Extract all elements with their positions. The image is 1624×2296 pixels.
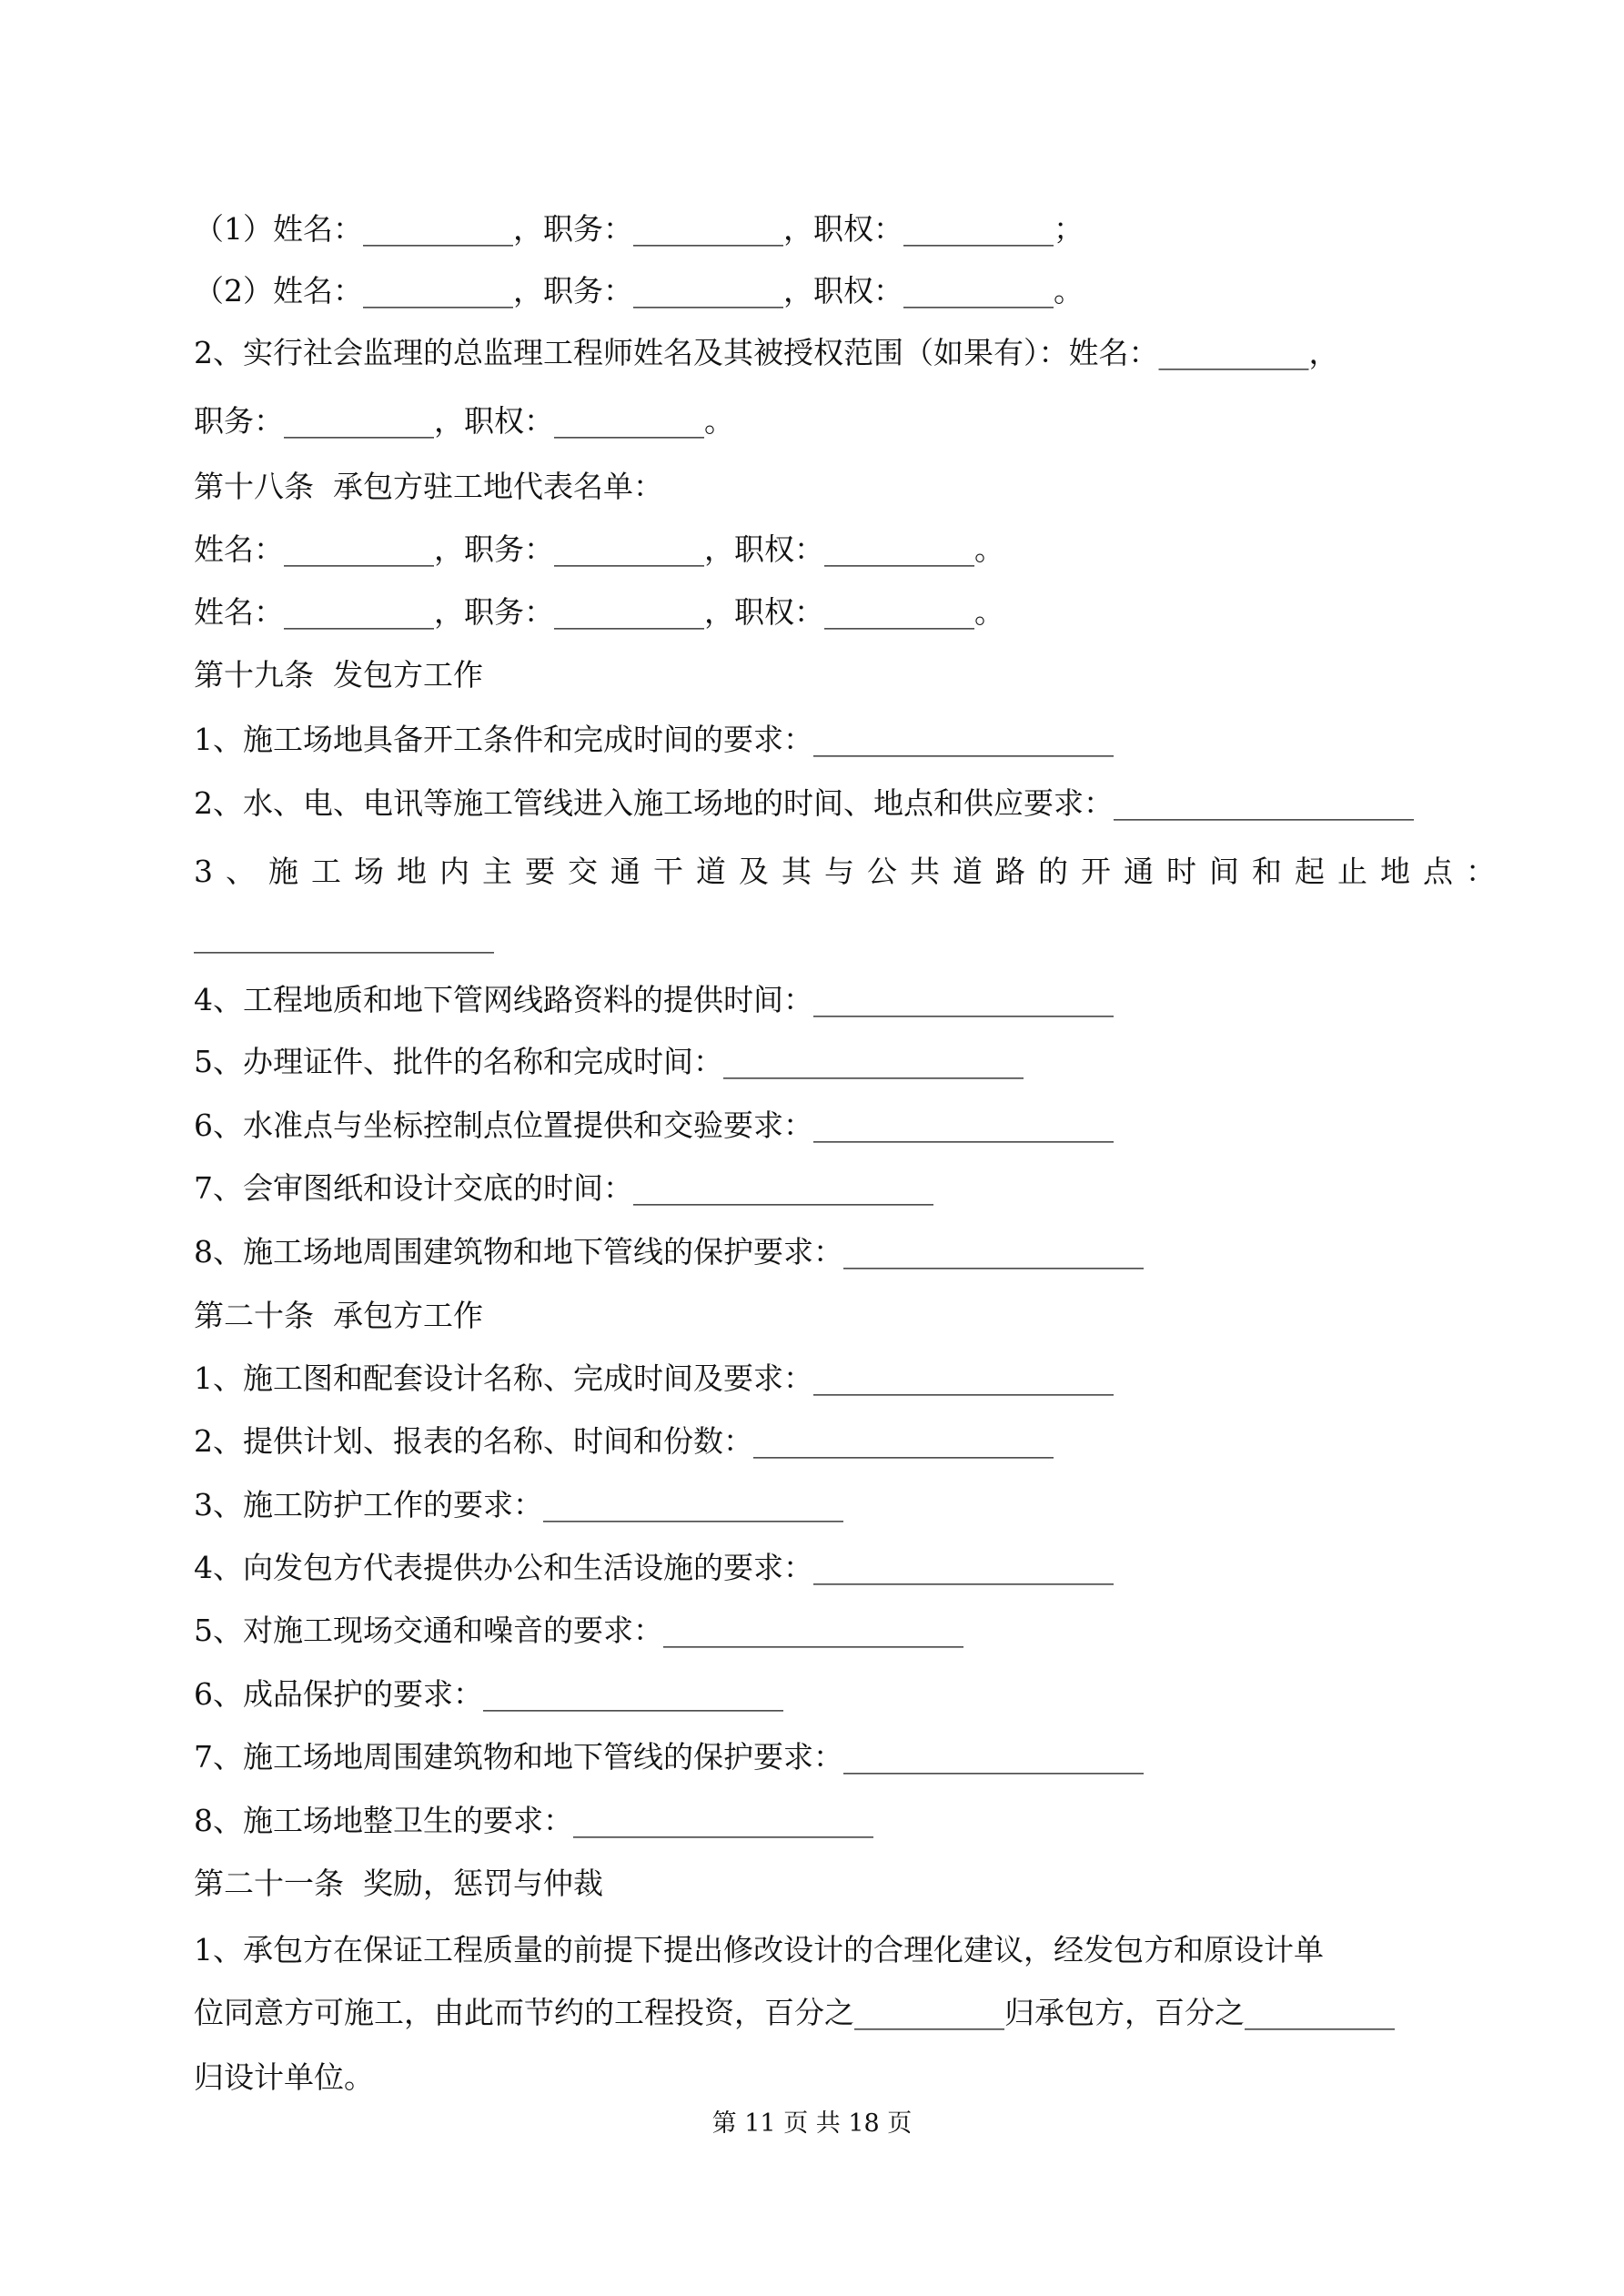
text-line: （1）姓名：__________，职务：__________，职权：__________； [194, 211, 1084, 247]
text-line: 1、施工图和配套设计名称、完成时间及要求：____________________ [194, 1360, 1114, 1396]
text-line: 8、施工场地整卫生的要求：____________________ [194, 1803, 873, 1838]
text-line: 姓名：__________，职务：__________，职权：__________。 [194, 594, 1004, 630]
text-line: 1、承包方在保证工程质量的前提下提出修改设计的合理化建议，经发包方和原设计单 [194, 1932, 1324, 1967]
text-line: 姓名：__________，职务：__________，职权：__________。 [194, 531, 1004, 567]
page-footer: 第 11 页 共 18 页 [711, 2109, 913, 2138]
section-heading: 第二十一条 奖励，惩罚与仲裁 [194, 1866, 603, 1901]
text-line: 5、对施工现场交通和噪音的要求：____________________ [194, 1613, 963, 1648]
text-line: 3、施工防护工作的要求：____________________ [194, 1487, 843, 1522]
text-line: 2、实行社会监理的总监理工程师姓名及其被授权范围（如果有）：姓名：__________， [194, 335, 1339, 370]
text-line: 位同意方可施工，由此而节约的工程投资，百分之__________归承包方，百分之__________ [194, 1995, 1395, 2030]
text-line: （2）姓名：__________，职务：__________，职权：__________。 [194, 273, 1084, 308]
text-line: 2、提供计划、报表的名称、时间和份数：____________________ [194, 1423, 1054, 1459]
text-line: 6、成品保护的要求：____________________ [194, 1676, 783, 1712]
text-line: 6、水准点与坐标控制点位置提供和交验要求：____________________ [194, 1108, 1114, 1143]
section-heading: 第十八条 承包方驻工地代表名单： [194, 469, 663, 504]
text-line: 1、施工场地具备开工条件和完成时间的要求：____________________ [194, 722, 1114, 757]
text-line: 4、工程地质和地下管网线路资料的提供时间：____________________ [194, 982, 1114, 1017]
text-line: 归设计单位。 [194, 2059, 374, 2095]
section-heading: 第二十条 承包方工作 [194, 1298, 483, 1333]
section-heading: 第十九条 发包方工作 [194, 657, 483, 693]
text-line: 7、施工场地周围建筑物和地下管线的保护要求：____________________ [194, 1739, 1144, 1775]
text-line: 3、施工场地内主要交通干道及其与公共道路的开通时间和起止地点： [194, 854, 1508, 889]
text-line: 5、办理证件、批件的名称和完成时间：____________________ [194, 1044, 1024, 1079]
text-line: 4、向发包方代表提供办公和生活设施的要求：____________________ [194, 1550, 1114, 1585]
text-line: 职务：__________，职权：__________。 [194, 403, 734, 439]
text-line: 2、水、电、电讯等施工管线进入施工场地的时间、地点和供应要求：____________________ [194, 785, 1414, 821]
text-line: 8、施工场地周围建筑物和地下管线的保护要求：____________________ [194, 1234, 1144, 1269]
text-line: 7、会审图纸和设计交底的时间：____________________ [194, 1170, 933, 1206]
text-line: ____________________ [194, 918, 494, 954]
